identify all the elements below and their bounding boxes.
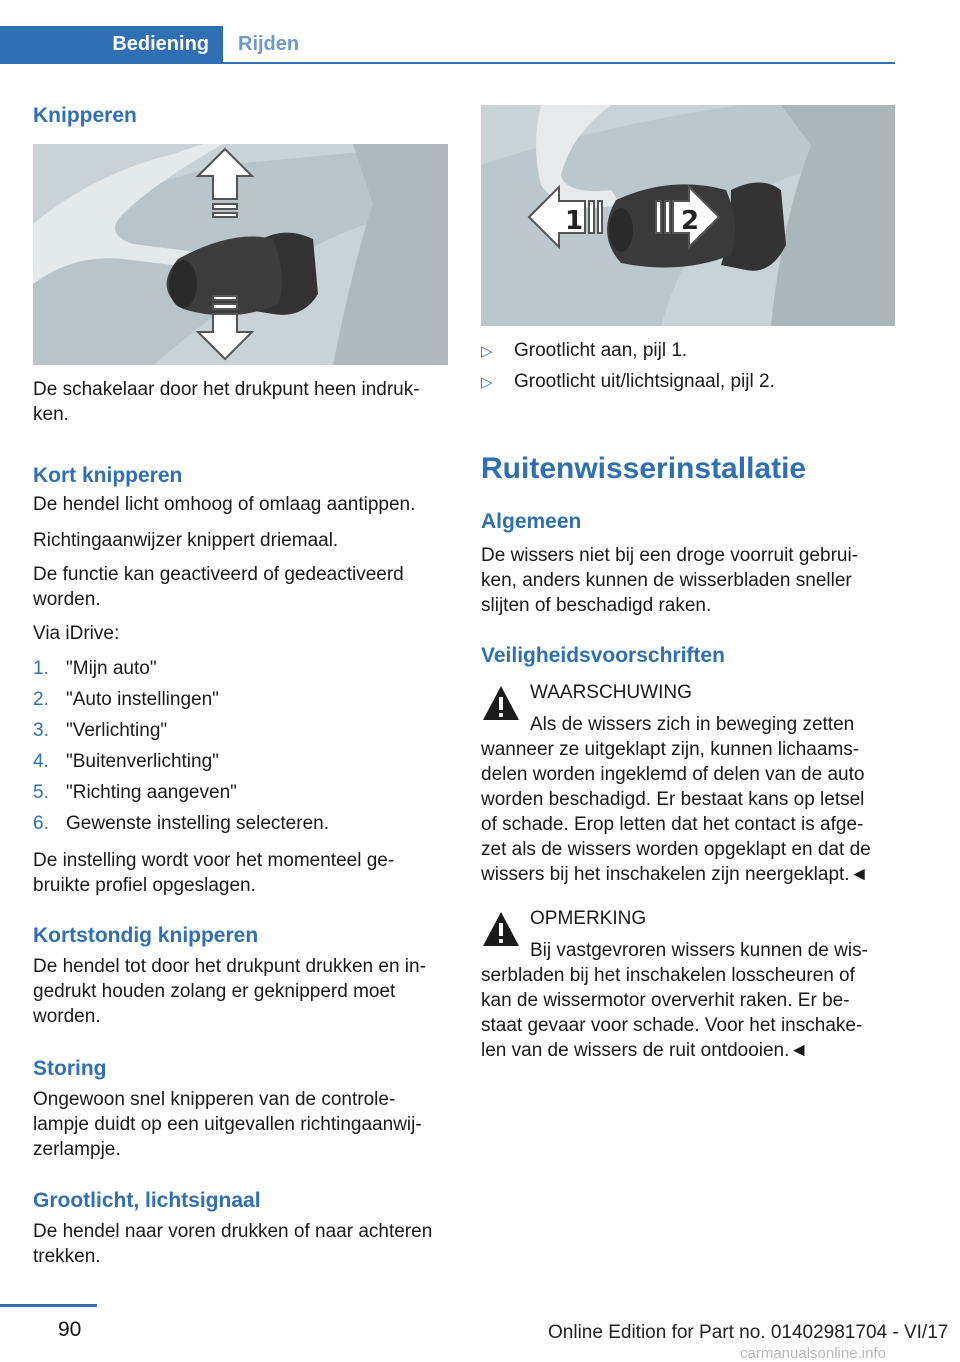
- note-line: len van de wissers de ruit ontdooien.◄: [481, 1040, 809, 1061]
- footer-rule: [0, 1304, 97, 1307]
- instelling-text-2: bruikte profiel opgeslagen.: [33, 875, 256, 896]
- section-heading-storing: Storing: [33, 1057, 107, 1080]
- kort-text: De hendel licht omhoog of omlaag aantippen.: [33, 494, 416, 515]
- kortstondig-text-3: worden.: [33, 1006, 101, 1027]
- list-item: [481, 369, 895, 400]
- arrow-label-1: 1: [565, 206, 584, 236]
- turn-signal-figure: [33, 144, 448, 365]
- note-line: Bij vastgevroren wissers kunnen de wis-: [530, 940, 868, 961]
- section-heading-kort-knipperen: Kort knipperen: [33, 464, 183, 487]
- list-item: [481, 338, 895, 369]
- storing-text-1: Ongewoon snel knipperen van de controle-: [33, 1089, 396, 1110]
- grootlicht-text-2: trekken.: [33, 1246, 101, 1267]
- functie-body: [33, 562, 448, 612]
- step-number: 3.: [33, 720, 49, 741]
- list-item: [33, 780, 448, 811]
- warning-line: worden beschadigd. Er bestaat kans op letsel: [481, 789, 865, 810]
- step-text: Gewenste instelling selecteren.: [66, 813, 329, 834]
- warning-block: [481, 680, 895, 887]
- bullet-text: Grootlicht aan, pijl 1.: [514, 340, 688, 361]
- warning-line: of schade. Erop letten dat het contact is afge-: [481, 814, 864, 835]
- warning-triangle-icon: [481, 684, 521, 722]
- step-text: "Buitenverlichting": [66, 751, 219, 772]
- instelling-text-1: De instelling wordt voor het momenteel ge-: [33, 850, 395, 871]
- warning-line: wissers bij het inschakelen zijn neergeklapt.◄: [481, 864, 869, 885]
- watermark: carmanualsonline.info: [740, 1345, 886, 1362]
- functie-text-2: worden.: [33, 589, 101, 610]
- step-text: "Verlichting": [66, 720, 168, 741]
- storing-text-3: zerlampje.: [33, 1139, 121, 1160]
- knipperen-body: [33, 377, 448, 427]
- tab-bediening[interactable]: Bediening: [0, 26, 223, 62]
- algemeen-text-3: slijten of beschadigd raken.: [481, 595, 712, 616]
- triangle-bullet-icon: ▷: [481, 374, 493, 391]
- list-item: [33, 718, 448, 749]
- note-title: OPMERKING: [530, 908, 647, 929]
- algemeen-body: [481, 543, 895, 618]
- warning-line: Als de wissers zich in beweging zetten: [530, 714, 855, 735]
- algemeen-text-1: De wissers niet bij een droge voorruit gebrui-: [481, 545, 859, 566]
- chapter-heading-ruitenwisser: Ruitenwisserinstallatie: [481, 452, 807, 485]
- list-item: [33, 687, 448, 718]
- warning-line: delen worden ingeklemd of delen van de auto: [481, 764, 865, 785]
- section-heading-grootlicht: Grootlicht, lichtsignaal: [33, 1189, 261, 1212]
- grootlicht-text-1: De hendel naar voren drukken of naar achteren: [33, 1221, 433, 1242]
- step-number: 2.: [33, 689, 49, 710]
- functie-text-1: De functie kan geactiveerd of gedeactiveerd: [33, 564, 404, 585]
- step-number: 4.: [33, 751, 49, 772]
- warning-triangle-icon: [481, 910, 521, 948]
- storing-text-2: lampje duidt op een uitgevallen richtingaanwij-: [33, 1114, 422, 1135]
- storing-body: [33, 1087, 448, 1162]
- kortstondig-body: [33, 954, 448, 1029]
- knipperen-text-2: ken.: [33, 404, 69, 425]
- algemeen-text-2: ken, anders kunnen de wisserbladen sneller: [481, 570, 852, 591]
- note-line: staat gevaar voor schade. Voor het inschake-: [481, 1015, 863, 1036]
- note-line: kan de wissermotor oververhit raken. Er be-: [481, 990, 850, 1011]
- step-text: "Richting aangeven": [66, 782, 237, 803]
- triangle-bullet-icon: ▷: [481, 343, 493, 360]
- richting-text: Richtingaanwijzer knippert driemaal.: [33, 530, 339, 551]
- section-heading-algemeen: Algemeen: [481, 510, 582, 533]
- arrow-label-2: 2: [681, 206, 700, 236]
- warning-line: wanneer ze uitgeklapt zijn, kunnen lichaams-: [481, 739, 860, 760]
- warning-title: WAARSCHUWING: [530, 682, 692, 703]
- list-item: [33, 656, 448, 687]
- page-number: 90: [58, 1318, 82, 1341]
- step-number: 5.: [33, 782, 49, 803]
- warning-line: zet als de wissers worden opgeklapt en dat de: [481, 839, 871, 860]
- grootlicht-bullets: [481, 338, 895, 400]
- grootlicht-body: [33, 1219, 448, 1269]
- high-beam-figure: [481, 105, 895, 326]
- step-text: "Auto instellingen": [66, 689, 219, 710]
- section-heading-kortstondig: Kortstondig knipperen: [33, 924, 259, 947]
- chapter-tabs: [0, 26, 895, 64]
- edition-text: Online Edition for Part no. 01402981704 - VI/17: [548, 1322, 949, 1343]
- step-number: 1.: [33, 658, 49, 679]
- via-idrive-text: Via iDrive:: [33, 623, 120, 644]
- kortstondig-text-1: De hendel tot door het drukpunt drukken en in-: [33, 956, 426, 977]
- list-item: [33, 749, 448, 780]
- step-text: "Mijn auto": [66, 658, 157, 679]
- step-number: 6.: [33, 813, 49, 834]
- section-heading-knipperen: Knipperen: [33, 104, 137, 127]
- note-line: serbladen bij het inschakelen losscheuren of: [481, 965, 855, 986]
- section-heading-veiligheid: Veiligheidsvoorschriften: [481, 644, 725, 667]
- knipperen-text-1: De schakelaar door het drukpunt heen indruk-: [33, 379, 420, 400]
- idrive-steps-list: [33, 656, 448, 842]
- bullet-text: Grootlicht uit/lichtsignaal, pijl 2.: [514, 371, 775, 392]
- instelling-body: [33, 848, 448, 898]
- kortstondig-text-2: gedrukt houden zolang er geknipperd moet: [33, 981, 396, 1002]
- list-item: [33, 811, 448, 842]
- note-block: [481, 906, 895, 1063]
- tab-rijden[interactable]: Rijden: [238, 33, 300, 55]
